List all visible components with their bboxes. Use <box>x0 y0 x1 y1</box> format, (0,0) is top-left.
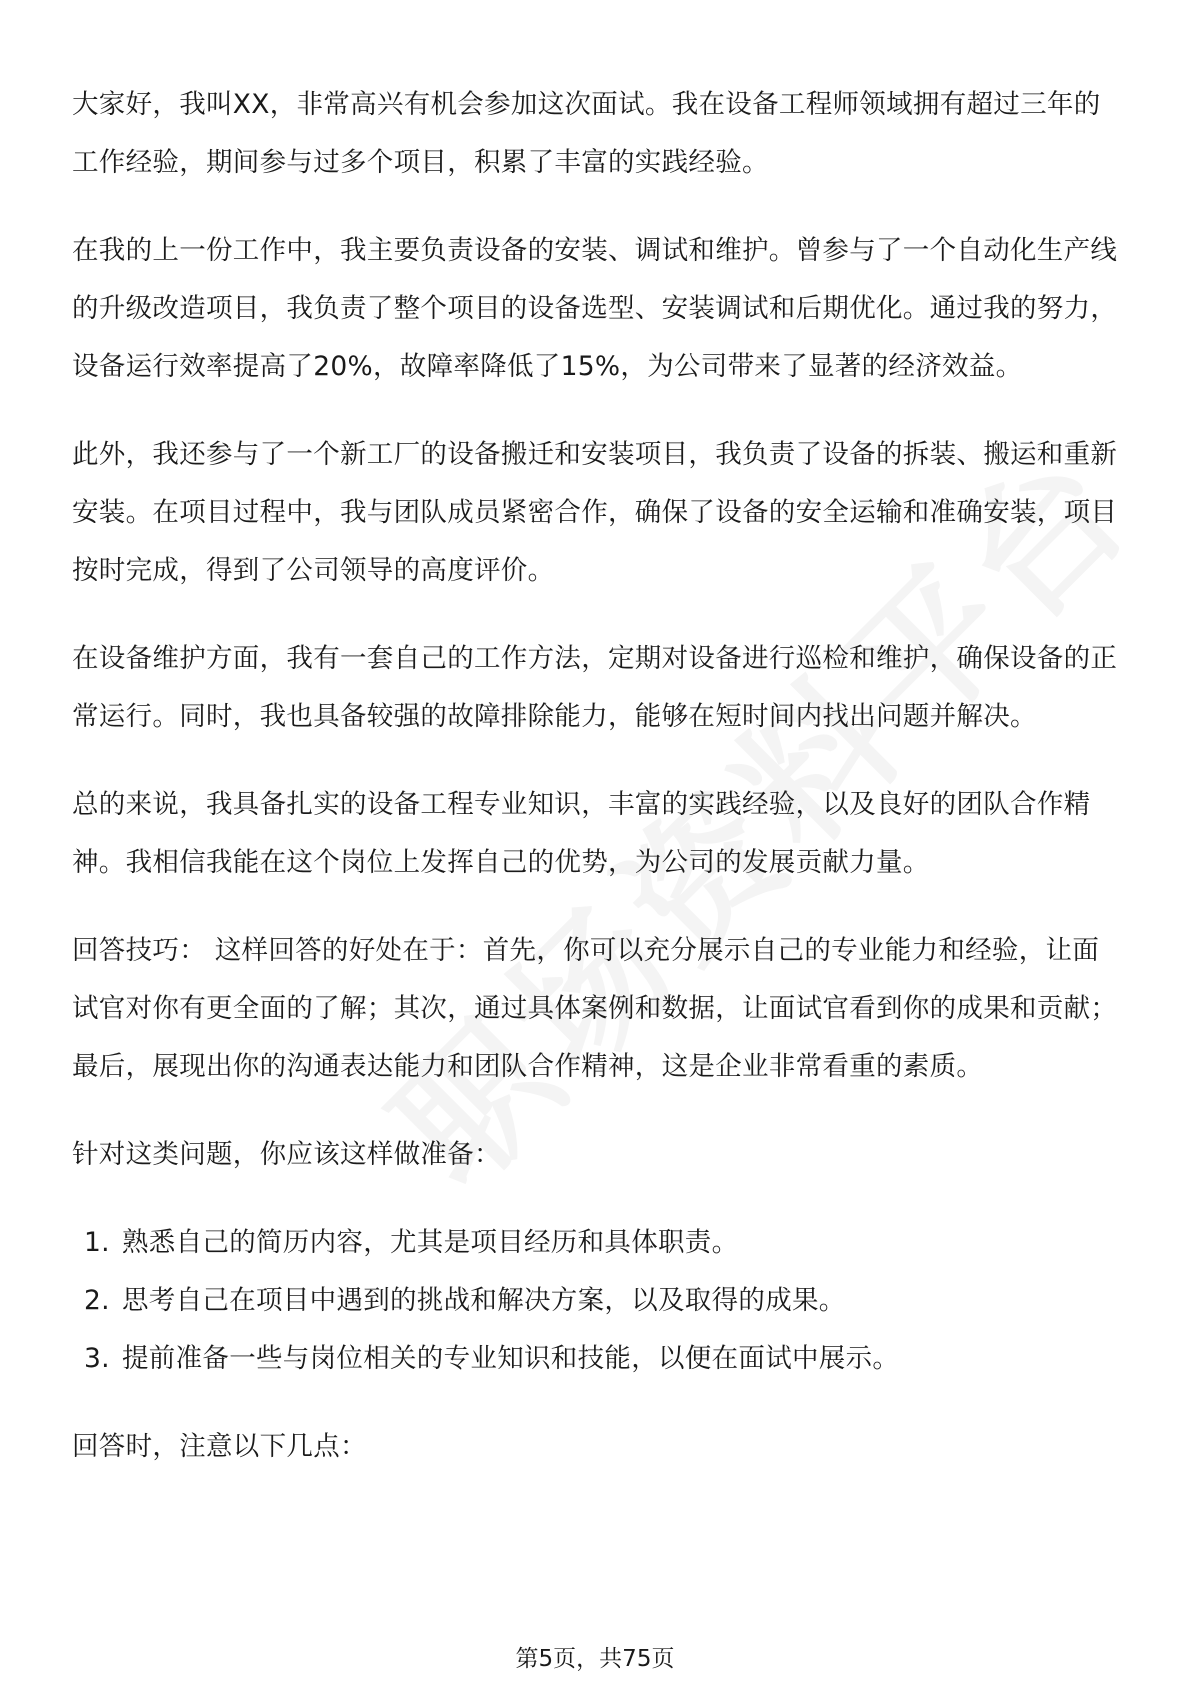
paragraph-maintenance: 在设备维护方面，我有一套自己的工作方法，定期对设备进行巡检和维护，确保设备的正常运行。同时，我也具备较强的故障排除能力，能够在短时间内找出问题并解决。 <box>72 643 1118 732</box>
preparation-list <box>72 1214 1122 1388</box>
list-item-number: 3. <box>84 1343 110 1374</box>
page-number-footer: 第5页，共75页 <box>515 1646 675 1672</box>
paragraph-answer-tips: 回答技巧： 这样回答的好处在于：首先，你可以充分展示自己的专业能力和经验，让面试官对你有更全面的了解；其次，通过具体案例和数据，让面试官看到你的成果和贡献；最后，展现出你的沟通表达能力和团队合作精神，这是企业非常看重的素质。 <box>72 935 1118 1082</box>
list-item <box>72 1214 1122 1272</box>
list-item-text: 熟悉自己的简历内容，尤其是项目经历和具体职责。 <box>122 1227 739 1258</box>
paragraph-relocation-project: 此外，我还参与了一个新工厂的设备搬迁和安装项目，我负责了设备的拆装、搬运和重新安装。在项目过程中，我与团队成员紧密合作，确保了设备的安全运输和准确安装，项目按时完成，得到了公司领导的高度评价。 <box>72 439 1118 586</box>
list-item-number: 2. <box>84 1285 110 1316</box>
list-item-number: 1. <box>84 1227 110 1258</box>
list-item-text: 提前准备一些与岗位相关的专业知识和技能，以便在面试中展示。 <box>122 1343 900 1374</box>
document-body <box>72 76 1122 1506</box>
paragraph-intro: 大家好，我叫XX，非常高兴有机会参加这次面试。我在设备工程师领域拥有超过三年的工作经验，期间参与过多个项目，积累了丰富的实践经验。 <box>72 89 1101 178</box>
list-item <box>72 1330 1122 1388</box>
paragraph-preparation-heading: 针对这类问题，你应该这样做准备： <box>72 1139 501 1170</box>
list-item-text: 思考自己在项目中遇到的挑战和解决方案，以及取得的成果。 <box>122 1285 846 1316</box>
list-item <box>72 1272 1122 1330</box>
paragraph-summary: 总的来说，我具备扎实的设备工程专业知识，丰富的实践经验，以及良好的团队合作精神。我相信我能在这个岗位上发挥自己的优势，为公司的发展贡献力量。 <box>72 789 1091 878</box>
paragraph-previous-job: 在我的上一份工作中，我主要负责设备的安装、调试和维护。曾参与了一个自动化生产线的升级改造项目，我负责了整个项目的设备选型、安装调试和后期优化。通过我的努力，设备运行效率提高了20%，故障率降低了15%，为公司带来了显著的经济效益。 <box>72 235 1118 382</box>
paragraph-closing: 回答时，注意以下几点： <box>72 1431 367 1462</box>
